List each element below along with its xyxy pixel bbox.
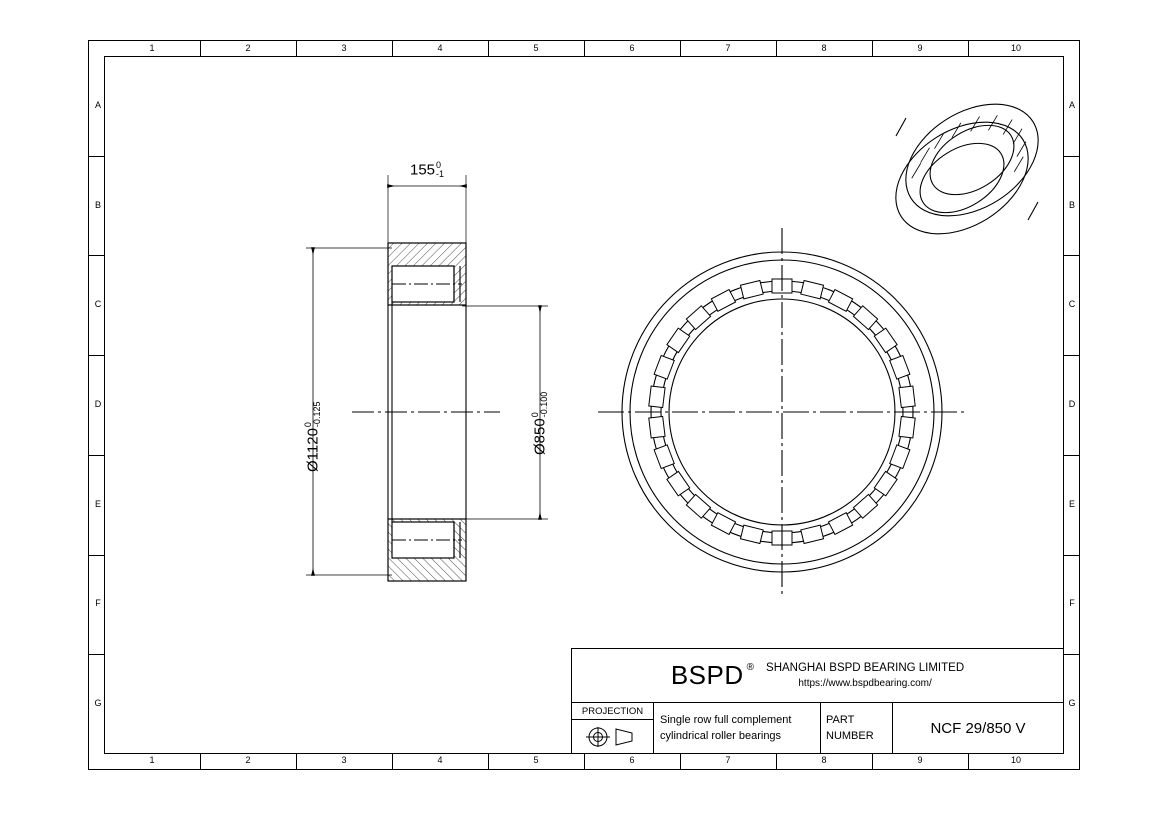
description-line-2: cylindrical roller bearings xyxy=(660,729,782,742)
zone-column-label-top: 2 xyxy=(245,43,251,53)
zone-row-label-left: C xyxy=(94,299,102,310)
zone-row-label-left: B xyxy=(94,199,101,210)
zone-tick xyxy=(776,40,777,56)
product-description-cell xyxy=(654,703,821,754)
title-block-header xyxy=(572,649,1063,703)
zone-tick xyxy=(872,40,873,56)
zone-row-label-right: D xyxy=(1068,399,1076,409)
zone-tick xyxy=(392,40,393,56)
part-number-label-cell xyxy=(821,703,893,754)
zone-column-label-top: 4 xyxy=(437,43,443,53)
zone-row-label-right: E xyxy=(1068,498,1075,509)
zone-tick xyxy=(872,754,873,770)
zone-row-label-right: G xyxy=(1068,698,1076,709)
zone-row-label-left: A xyxy=(94,99,101,110)
zone-tick xyxy=(296,40,297,56)
zone-column-label-top: 5 xyxy=(533,43,539,53)
zone-tick xyxy=(680,40,681,56)
zone-tick xyxy=(1064,455,1080,456)
zone-tick xyxy=(296,754,297,770)
zone-row-label-left: F xyxy=(95,598,101,609)
brand-name: BSPD xyxy=(670,659,744,690)
zone-column-label-top: 9 xyxy=(917,43,923,53)
zone-column-label-bottom: 3 xyxy=(341,755,347,765)
zone-column-label-bottom: 2 xyxy=(245,755,251,765)
zone-tick xyxy=(88,255,104,256)
zone-tick xyxy=(680,754,681,770)
part-label-line-2: NUMBER xyxy=(826,729,874,742)
zone-row-label-right: A xyxy=(1068,99,1075,110)
zone-tick xyxy=(392,754,393,770)
zone-row-label-right: F xyxy=(1069,598,1075,609)
zone-tick xyxy=(968,754,969,770)
zone-column-label-top: 10 xyxy=(1010,43,1021,53)
zone-tick xyxy=(88,654,104,655)
zone-tick xyxy=(1064,555,1080,556)
part-label-line-1: PART xyxy=(826,713,855,726)
zone-tick xyxy=(488,40,489,56)
zone-row-label-left: D xyxy=(94,399,102,409)
zone-tick xyxy=(88,455,104,456)
zone-column-label-bottom: 7 xyxy=(725,755,731,765)
zone-row-label-left: E xyxy=(94,498,101,509)
zone-tick xyxy=(1064,255,1080,256)
registered-mark-icon: ® xyxy=(746,661,755,673)
zone-column-label-top: 8 xyxy=(821,43,827,53)
zone-tick xyxy=(200,40,201,56)
dim-width-text: 155 0 -1 xyxy=(410,160,445,180)
projection-label: PROJECTION xyxy=(572,703,653,720)
dim-outer-diameter-text: Ø1120 0 -0.125 xyxy=(303,401,323,472)
zone-column-label-bottom: 8 xyxy=(821,755,827,765)
zone-row-label-left: G xyxy=(94,698,102,709)
zone-tick xyxy=(200,754,201,770)
zone-column-label-top: 6 xyxy=(629,43,635,53)
zone-tick xyxy=(88,555,104,556)
company-url: https://www.bspdbearing.com/ xyxy=(798,677,932,689)
projection-cell xyxy=(572,703,654,754)
title-block xyxy=(571,648,1064,754)
zone-tick xyxy=(584,754,585,770)
zone-tick xyxy=(968,40,969,56)
dim-inner-diameter-text: Ø850 0 -0.100 xyxy=(530,391,550,455)
zone-row-label-right: C xyxy=(1068,299,1076,310)
zone-column-label-top: 1 xyxy=(149,43,155,53)
first-angle-projection-icon xyxy=(582,720,644,754)
zone-tick xyxy=(584,40,585,56)
zone-column-label-bottom: 5 xyxy=(533,755,539,765)
zone-tick xyxy=(1064,156,1080,157)
zone-column-label-top: 3 xyxy=(341,43,347,53)
zone-column-label-bottom: 9 xyxy=(917,755,923,765)
part-number-value: NCF 29/850 V xyxy=(930,720,1026,737)
company-name: SHANGHAI BSPD BEARING LIMITED xyxy=(766,661,965,674)
zone-tick xyxy=(1064,654,1080,655)
zone-column-label-bottom: 6 xyxy=(629,755,635,765)
title-block-body xyxy=(572,703,1063,754)
zone-tick xyxy=(88,355,104,356)
zone-tick xyxy=(88,156,104,157)
zone-column-label-bottom: 10 xyxy=(1010,755,1021,765)
zone-column-label-top: 7 xyxy=(725,43,731,53)
zone-column-label-bottom: 4 xyxy=(437,755,443,765)
zone-column-label-bottom: 1 xyxy=(149,755,155,765)
zone-tick xyxy=(488,754,489,770)
zone-row-label-right: B xyxy=(1068,199,1075,210)
zone-tick xyxy=(776,754,777,770)
description-line-1: Single row full complement xyxy=(660,713,792,726)
zone-tick xyxy=(1064,355,1080,356)
